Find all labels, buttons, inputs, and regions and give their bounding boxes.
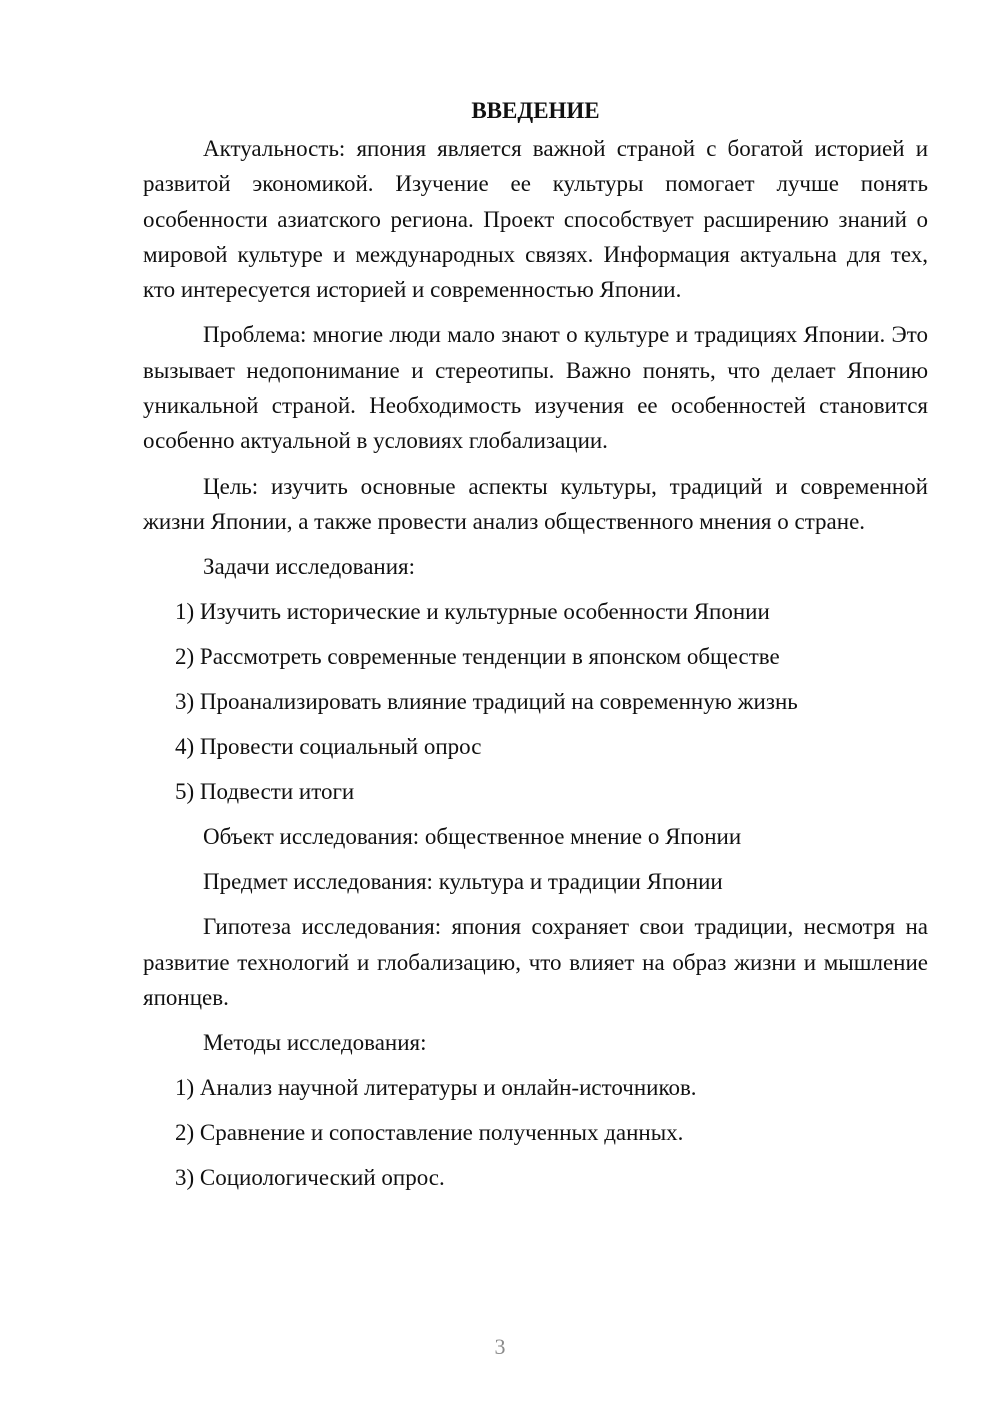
- problem-paragraph: Проблема: многие люди мало знают о культуре и традициях Японии. Это вызывает недопонимание и стереотипы. Важно понять, что делает Японию уникальной страной. Необходимость изучения ее особенностей становится особенно актуальной в условиях глобализации.: [143, 322, 928, 454]
- tasks-list: [143, 594, 928, 809]
- relevance-paragraph: Актуальность: япония является важной страной с богатой историей и развитой экономикой. Изучение ее культуры помогает лучше понять особенности азиатского региона. Проект способствует расширению знаний о мировой культуре и международных связях. Информация актуальна для тех, кто интересуется историей и современностью Японии.: [143, 136, 928, 303]
- tasks-heading: Задачи исследования:: [203, 554, 416, 580]
- task-item-3: 3) Проанализировать влияние традиций на современную жизнь: [175, 689, 798, 715]
- document-page: [143, 95, 928, 1205]
- hypothesis-paragraph: Гипотеза исследования: япония сохраняет свои традиции, несмотря на развитие технологий и глобализацию, что влияет на образ жизни и мышление японцев.: [143, 914, 928, 1010]
- method-item-1: 1) Анализ научной литературы и онлайн-источников.: [175, 1075, 697, 1101]
- task-item-5: 5) Подвести итоги: [175, 779, 355, 805]
- method-item-2: 2) Сравнение и сопоставление полученных данных.: [175, 1120, 684, 1146]
- research-subject: Предмет исследования: культура и традиции Японии: [203, 869, 723, 895]
- task-item-4: 4) Провести социальный опрос: [175, 734, 482, 760]
- section-title: ВВЕДЕНИЕ: [471, 98, 600, 123]
- research-object: Объект исследования: общественное мнение о Японии: [203, 824, 742, 850]
- task-item-2: 2) Рассмотреть современные тенденции в японском обществе: [175, 644, 780, 670]
- task-item-1: 1) Изучить исторические и культурные особенности Японии: [175, 599, 770, 625]
- methods-list: [143, 1070, 928, 1195]
- page-number: 3: [494, 1334, 506, 1359]
- method-item-3: 3) Социологический опрос.: [175, 1165, 445, 1191]
- goal-paragraph: Цель: изучить основные аспекты культуры, традиций и современной жизни Японии, а также провести анализ общественного мнения о стране.: [143, 473, 928, 534]
- methods-heading: Методы исследования:: [203, 1030, 427, 1056]
